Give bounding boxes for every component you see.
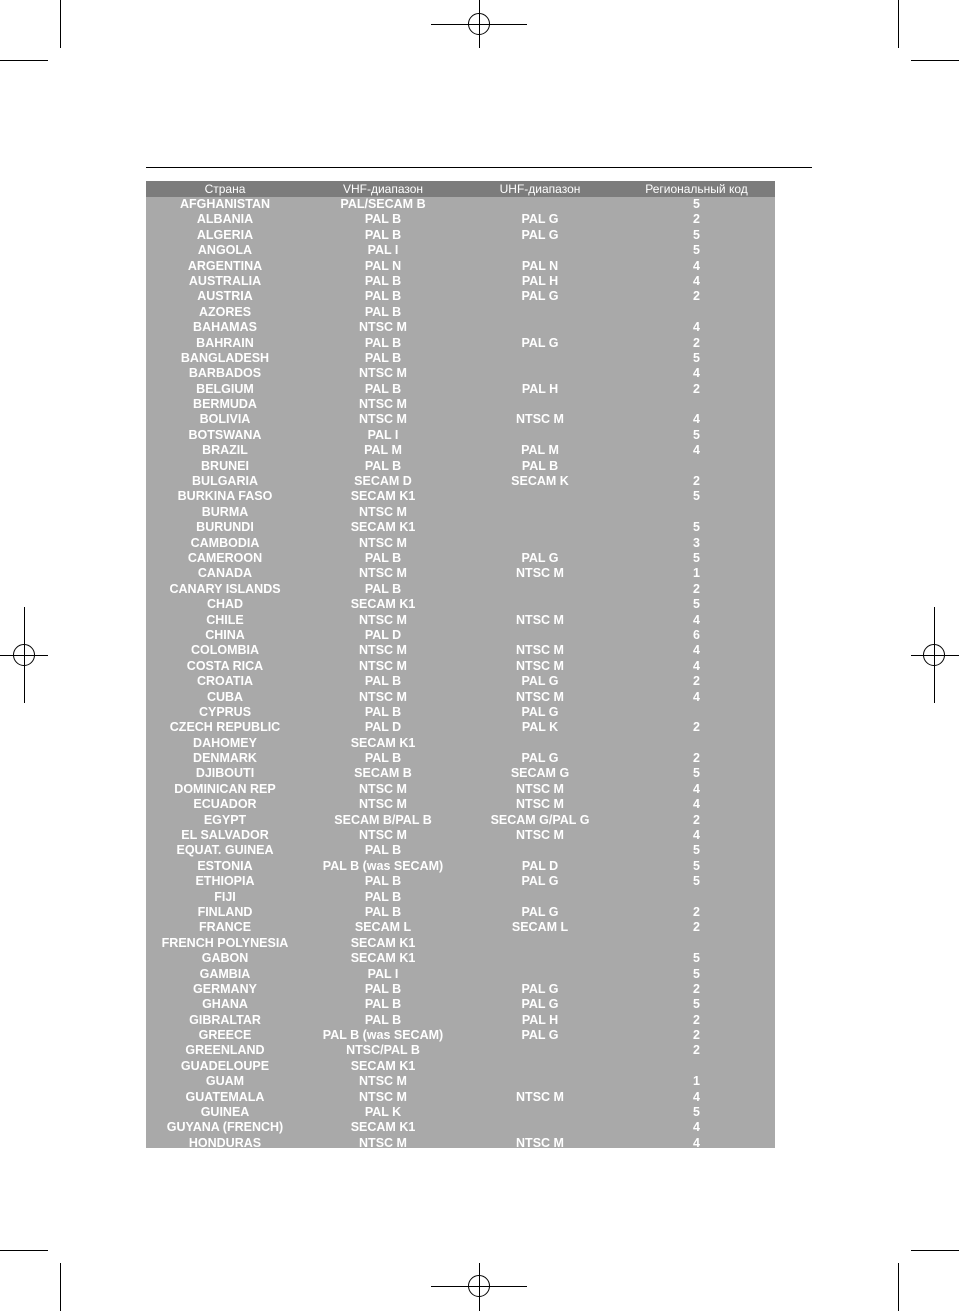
cell-vhf: PAL B xyxy=(364,581,402,596)
cell-country: CROATIA xyxy=(196,674,253,689)
table-row xyxy=(146,1105,775,1120)
cell-region-code: 2 xyxy=(693,474,700,489)
cell-uhf: PAL D xyxy=(521,858,559,873)
cell-region-code: 5 xyxy=(693,858,700,873)
cell-country: CHILE xyxy=(206,612,244,627)
cell-country: GIBRALTAR xyxy=(189,1012,261,1027)
cell-vhf: NTSC M xyxy=(359,1074,407,1089)
cell-country: ALGERIA xyxy=(196,227,254,242)
cell-uhf: PAL G xyxy=(521,904,559,919)
cell-region-code: 5 xyxy=(693,489,700,504)
cell-country: GUYANA (FRENCH) xyxy=(166,1120,284,1135)
table-row xyxy=(146,720,775,735)
table-row xyxy=(146,628,775,643)
registration-top-circle xyxy=(468,13,490,35)
cell-uhf: PAL G xyxy=(521,997,559,1012)
cell-uhf: PAL G xyxy=(521,335,559,350)
cell-region-code: 5 xyxy=(693,951,700,966)
table-row xyxy=(146,997,775,1012)
cell-uhf: SECAM L xyxy=(511,920,569,935)
cell-uhf: PAL M xyxy=(521,443,559,458)
cell-uhf: SECAM G xyxy=(510,766,570,781)
cell-uhf: PAL G xyxy=(521,981,559,996)
cell-uhf: PAL G xyxy=(521,289,559,304)
table-row xyxy=(146,1059,775,1074)
cell-vhf: PAL B xyxy=(364,350,402,365)
table-row xyxy=(146,305,775,320)
cell-region-code: 5 xyxy=(693,550,700,565)
cell-region-code: 5 xyxy=(693,197,700,211)
table-row xyxy=(146,397,775,412)
cell-country: BURMA xyxy=(201,504,249,519)
cell-vhf: PAL B xyxy=(364,289,402,304)
cell-country: CYPRUS xyxy=(198,704,252,719)
cell-region-code: 2 xyxy=(693,212,700,227)
cell-region-code: 1 xyxy=(693,566,700,581)
cell-uhf: NTSC M xyxy=(516,643,564,658)
crop-mark-tl-horizontal xyxy=(0,60,48,61)
cell-vhf: PAL B xyxy=(364,981,402,996)
table-row xyxy=(146,982,775,997)
cell-region-code: 2 xyxy=(693,720,700,735)
cell-region-code: 5 xyxy=(693,350,700,365)
table-row xyxy=(146,659,775,674)
cell-uhf: PAL H xyxy=(521,273,559,288)
cell-uhf: NTSC M xyxy=(516,1089,564,1104)
cell-region-code: 4 xyxy=(693,366,700,381)
table-row xyxy=(146,382,775,397)
table-row xyxy=(146,1136,775,1151)
cell-uhf: NTSC M xyxy=(516,781,564,796)
cell-country: ANGOLA xyxy=(197,243,253,258)
table-row xyxy=(146,1090,775,1105)
table-row xyxy=(146,643,775,658)
cell-country: BURUNDI xyxy=(196,520,254,535)
table-row xyxy=(146,412,775,427)
cell-vhf: PAL D xyxy=(364,720,402,735)
cell-vhf: SECAM K1 xyxy=(350,489,416,504)
crop-mark-br-vertical xyxy=(898,1263,899,1311)
cell-country: BURKINA FASO xyxy=(177,489,273,504)
cell-region-code: 4 xyxy=(693,658,700,673)
cell-vhf: NTSC M xyxy=(359,366,407,381)
cell-vhf: PAL B xyxy=(364,212,402,227)
cell-region-code: 5 xyxy=(693,597,700,612)
cell-uhf: PAL G xyxy=(521,550,559,565)
cell-region-code: 4 xyxy=(693,443,700,458)
table-row xyxy=(146,274,775,289)
table-row xyxy=(146,705,775,720)
cell-country: AUSTRIA xyxy=(197,289,253,304)
table-row xyxy=(146,259,775,274)
header-uhf-band: UHF-диапазон xyxy=(499,182,581,196)
table-row xyxy=(146,766,775,781)
cell-region-code: 4 xyxy=(693,689,700,704)
cell-vhf: PAL B xyxy=(364,904,402,919)
table-row xyxy=(146,474,775,489)
cell-vhf: SECAM L xyxy=(354,920,412,935)
cell-country: CAMEROON xyxy=(187,550,263,565)
cell-region-code: 3 xyxy=(693,535,700,550)
cell-region-code: 2 xyxy=(693,1043,700,1058)
cell-country: CHINA xyxy=(205,627,245,642)
cell-region-code: 5 xyxy=(693,843,700,858)
cell-country: BOLIVIA xyxy=(199,412,251,427)
header-vhf-band: VHF-диапазон xyxy=(342,182,424,196)
cell-uhf: NTSC M xyxy=(516,658,564,673)
cell-region-code: 2 xyxy=(693,1028,700,1043)
cell-region-code: 5 xyxy=(693,520,700,535)
cell-region-code: 4 xyxy=(693,1120,700,1135)
header-region-code: Региональный код xyxy=(645,182,748,196)
cell-uhf: PAL H xyxy=(521,1012,559,1027)
cell-vhf: NTSC M xyxy=(359,781,407,796)
cell-uhf: PAL G xyxy=(521,1028,559,1043)
cell-country: BAHRAIN xyxy=(196,335,254,350)
cell-vhf: SECAM K1 xyxy=(350,1120,416,1135)
cell-vhf: PAL B xyxy=(364,751,402,766)
cell-country: CANARY ISLANDS xyxy=(169,581,281,596)
cell-vhf: NTSC M xyxy=(359,1089,407,1104)
cell-country: GAMBIA xyxy=(199,966,251,981)
cell-vhf: NTSC M xyxy=(359,828,407,843)
table-row xyxy=(146,1120,775,1135)
registration-right-circle xyxy=(923,644,945,666)
cell-vhf: PAL B xyxy=(364,550,402,565)
table-row xyxy=(146,582,775,597)
cell-region-code: 4 xyxy=(693,781,700,796)
cell-vhf: PAL B xyxy=(364,1012,402,1027)
cell-region-code: 2 xyxy=(693,335,700,350)
cell-region-code: 6 xyxy=(693,627,700,642)
table-row xyxy=(146,920,775,935)
cell-vhf: PAL B xyxy=(364,889,402,904)
table-row xyxy=(146,890,775,905)
cell-vhf: PAL B xyxy=(364,335,402,350)
cell-country: CUBA xyxy=(206,689,244,704)
cell-vhf: SECAM K1 xyxy=(350,951,416,966)
cell-region-code: 5 xyxy=(693,243,700,258)
cell-vhf: PAL B xyxy=(364,273,402,288)
cell-country: ESTONIA xyxy=(197,858,253,873)
table-row xyxy=(146,951,775,966)
table-row xyxy=(146,228,775,243)
cell-country: AUSTRALIA xyxy=(188,273,262,288)
country-standards-table xyxy=(146,181,775,1148)
cell-vhf: NTSC M xyxy=(359,797,407,812)
cell-uhf: PAL K xyxy=(521,720,559,735)
cell-region-code: 1 xyxy=(693,1074,700,1089)
table-row xyxy=(146,859,775,874)
cell-country: EQUAT. GUINEA xyxy=(176,843,274,858)
table-row xyxy=(146,197,775,212)
table-row xyxy=(146,366,775,381)
cell-country: CAMBODIA xyxy=(190,535,260,550)
cell-country: BAHAMAS xyxy=(193,320,257,335)
cell-country: FIJI xyxy=(214,889,236,904)
cell-vhf: PAL B (was SECAM) xyxy=(322,1028,444,1043)
cell-country: BANGLADESH xyxy=(180,350,270,365)
cell-country: GUAM xyxy=(205,1074,245,1089)
cell-vhf: NTSC M xyxy=(359,566,407,581)
cell-uhf: PAL G xyxy=(521,674,559,689)
cell-uhf: NTSC M xyxy=(516,689,564,704)
cell-region-code: 5 xyxy=(693,227,700,242)
cell-country: GREENLAND xyxy=(185,1043,265,1058)
cell-region-code: 2 xyxy=(693,674,700,689)
table-row xyxy=(146,936,775,951)
cell-region-code: 2 xyxy=(693,581,700,596)
cell-vhf: PAL M xyxy=(364,443,402,458)
cell-region-code: 5 xyxy=(693,1105,700,1120)
cell-region-code: 4 xyxy=(693,797,700,812)
cell-country: GHANA xyxy=(202,997,248,1012)
cell-country: CZECH REPUBLIC xyxy=(169,720,281,735)
cell-country: BERMUDA xyxy=(193,397,257,412)
cell-region-code: 5 xyxy=(693,966,700,981)
table-row xyxy=(146,597,775,612)
table-row xyxy=(146,843,775,858)
cell-country: AZORES xyxy=(198,304,252,319)
cell-uhf: NTSC M xyxy=(516,412,564,427)
cell-country: ALBANIA xyxy=(196,212,254,227)
cell-region-code: 4 xyxy=(693,320,700,335)
cell-vhf: PAL B xyxy=(364,843,402,858)
table-row xyxy=(146,828,775,843)
cell-vhf: PAL K xyxy=(364,1105,402,1120)
cell-uhf: PAL G xyxy=(521,227,559,242)
cell-country: DAHOMEY xyxy=(193,735,257,750)
table-row xyxy=(146,1013,775,1028)
cell-vhf: PAL B xyxy=(364,227,402,242)
cell-country: GUATEMALA xyxy=(185,1089,265,1104)
cell-region-code: 2 xyxy=(693,920,700,935)
cell-uhf: SECAM K xyxy=(511,474,569,489)
cell-vhf: SECAM B xyxy=(354,766,412,781)
table-row xyxy=(146,443,775,458)
crop-mark-br-horizontal xyxy=(911,1250,959,1251)
cell-uhf: NTSC M xyxy=(516,612,564,627)
crop-mark-tr-horizontal xyxy=(911,60,959,61)
table-row xyxy=(146,797,775,812)
table-row xyxy=(146,459,775,474)
cell-uhf: PAL H xyxy=(521,381,559,396)
cell-vhf: PAL B xyxy=(364,704,402,719)
crop-mark-bl-vertical xyxy=(60,1263,61,1311)
cell-region-code: 4 xyxy=(693,273,700,288)
cell-vhf: PAL B xyxy=(364,674,402,689)
cell-country: GUINEA xyxy=(200,1105,250,1120)
cell-region-code: 5 xyxy=(693,427,700,442)
cell-uhf: NTSC M xyxy=(516,566,564,581)
table-row xyxy=(146,736,775,751)
cell-country: GERMANY xyxy=(193,981,257,996)
cell-region-code: 4 xyxy=(693,412,700,427)
cell-country: CANADA xyxy=(197,566,253,581)
cell-vhf: SECAM K1 xyxy=(350,520,416,535)
cell-vhf: PAL B xyxy=(364,997,402,1012)
table-row xyxy=(146,782,775,797)
cell-vhf: PAL N xyxy=(364,258,402,273)
cell-region-code: 2 xyxy=(693,1012,700,1027)
table-row xyxy=(146,613,775,628)
cell-vhf: SECAM K1 xyxy=(350,935,416,950)
cell-vhf: NTSC M xyxy=(359,320,407,335)
table-row xyxy=(146,1028,775,1043)
cell-vhf: NTSC M xyxy=(359,504,407,519)
cell-uhf: NTSC M xyxy=(516,1135,564,1150)
cell-vhf: PAL I xyxy=(367,966,399,981)
cell-region-code: 5 xyxy=(693,997,700,1012)
cell-vhf: NTSC M xyxy=(359,689,407,704)
cell-country: AFGHANISTAN xyxy=(179,197,271,211)
cell-region-code: 2 xyxy=(693,904,700,919)
cell-region-code: 4 xyxy=(693,258,700,273)
cell-uhf: NTSC M xyxy=(516,828,564,843)
table-row xyxy=(146,243,775,258)
cell-region-code: 2 xyxy=(693,812,700,827)
cell-vhf: SECAM D xyxy=(354,474,412,489)
cell-country: FRENCH POLYNESIA xyxy=(161,935,289,950)
cell-vhf: SECAM K1 xyxy=(350,735,416,750)
cell-region-code: 4 xyxy=(693,1135,700,1150)
cell-vhf: NTSC M xyxy=(359,397,407,412)
cell-country: GUADELOUPE xyxy=(180,1058,270,1073)
table-row xyxy=(146,289,775,304)
cell-country: BRAZIL xyxy=(202,443,248,458)
cell-vhf: NTSC M xyxy=(359,1135,407,1150)
cell-region-code: 4 xyxy=(693,1089,700,1104)
registration-bottom-circle xyxy=(468,1275,490,1297)
cell-region-code: 4 xyxy=(693,828,700,843)
cell-country: DJIBOUTI xyxy=(195,766,255,781)
cell-country: EL SALVADOR xyxy=(181,828,269,843)
table-row xyxy=(146,690,775,705)
cell-country: ARGENTINA xyxy=(187,258,263,273)
table-row xyxy=(146,674,775,689)
cell-country: EGYPT xyxy=(203,812,247,827)
cell-region-code: 2 xyxy=(693,381,700,396)
cell-country: ETHIOPIA xyxy=(195,874,255,889)
table-row xyxy=(146,536,775,551)
cell-vhf: NTSC M xyxy=(359,612,407,627)
cell-uhf: NTSC M xyxy=(516,797,564,812)
cell-vhf: NTSC M xyxy=(359,412,407,427)
cell-country: CHAD xyxy=(206,597,244,612)
cell-country: BARBADOS xyxy=(188,366,262,381)
cell-vhf: NTSC M xyxy=(359,535,407,550)
cell-vhf: PAL B xyxy=(364,874,402,889)
cell-country: BRUNEI xyxy=(201,458,249,473)
cell-country: HONDURAS xyxy=(188,1135,262,1150)
cell-vhf: PAL I xyxy=(367,243,399,258)
cell-vhf: PAL/SECAM B xyxy=(340,197,426,211)
cell-vhf: PAL B xyxy=(364,458,402,473)
cell-uhf: PAL G xyxy=(521,212,559,227)
crop-mark-bl-horizontal xyxy=(0,1250,48,1251)
cell-region-code: 5 xyxy=(693,766,700,781)
table-row xyxy=(146,751,775,766)
cell-uhf: PAL G xyxy=(521,874,559,889)
cell-uhf: SECAM G/PAL G xyxy=(490,812,590,827)
cell-vhf: PAL D xyxy=(364,627,402,642)
crop-mark-tl-vertical xyxy=(60,0,61,48)
cell-vhf: NTSC M xyxy=(359,658,407,673)
table-row xyxy=(146,212,775,227)
cell-region-code: 5 xyxy=(693,874,700,889)
cell-country: FINLAND xyxy=(197,904,253,919)
cell-uhf: PAL N xyxy=(521,258,559,273)
cell-uhf: PAL G xyxy=(521,751,559,766)
registration-left-circle xyxy=(13,644,35,666)
cell-region-code: 2 xyxy=(693,289,700,304)
cell-uhf: PAL G xyxy=(521,704,559,719)
table-row xyxy=(146,505,775,520)
cell-region-code: 2 xyxy=(693,981,700,996)
cell-region-code: 2 xyxy=(693,751,700,766)
cell-vhf: PAL B xyxy=(364,381,402,396)
table-body xyxy=(146,197,775,1151)
cell-vhf: SECAM K1 xyxy=(350,597,416,612)
table-row xyxy=(146,320,775,335)
cell-vhf: NTSC/PAL B xyxy=(346,1043,420,1058)
table-row xyxy=(146,551,775,566)
table-row xyxy=(146,1043,775,1058)
cell-country: DOMINICAN REP xyxy=(174,781,276,796)
cell-country: BULGARIA xyxy=(192,474,258,489)
cell-vhf: NTSC M xyxy=(359,643,407,658)
cell-vhf: SECAM K1 xyxy=(350,1058,416,1073)
cell-vhf: PAL B xyxy=(364,304,402,319)
cell-country: COLOMBIA xyxy=(190,643,260,658)
table-row xyxy=(146,428,775,443)
cell-country: GREECE xyxy=(198,1028,252,1043)
cell-vhf: SECAM B/PAL B xyxy=(334,812,432,827)
table-row xyxy=(146,967,775,982)
cell-region-code: 4 xyxy=(693,643,700,658)
cell-vhf: PAL B (was SECAM) xyxy=(322,858,444,873)
crop-mark-tr-vertical xyxy=(898,0,899,48)
header-rule xyxy=(146,167,812,168)
cell-vhf: PAL I xyxy=(367,427,399,442)
table-row xyxy=(146,905,775,920)
table-row xyxy=(146,520,775,535)
table-row xyxy=(146,489,775,504)
cell-country: DENMARK xyxy=(193,751,257,766)
cell-country: COSTA RICA xyxy=(186,658,264,673)
table-row xyxy=(146,566,775,581)
cell-country: GABON xyxy=(201,951,249,966)
table-row xyxy=(146,351,775,366)
cell-country: FRANCE xyxy=(198,920,252,935)
table-row xyxy=(146,336,775,351)
cell-country: ECUADOR xyxy=(193,797,257,812)
cell-uhf: PAL B xyxy=(521,458,559,473)
cell-region-code: 4 xyxy=(693,612,700,627)
table-row xyxy=(146,1074,775,1089)
table-row xyxy=(146,813,775,828)
table-row xyxy=(146,874,775,889)
header-country: Страна xyxy=(204,182,246,196)
table-header xyxy=(146,181,775,197)
cell-country: BELGIUM xyxy=(196,381,254,396)
cell-country: BOTSWANA xyxy=(188,427,262,442)
